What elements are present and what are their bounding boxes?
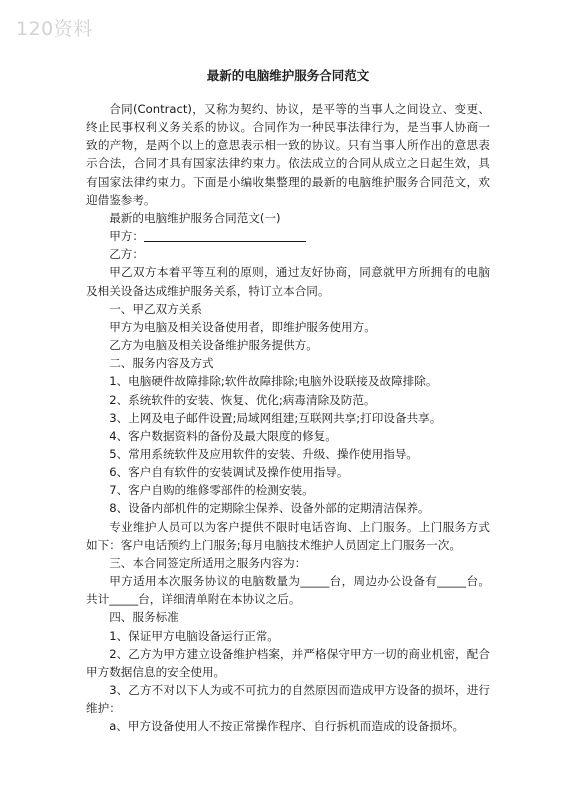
paragraph: 乙方：: [109, 247, 144, 262]
paragraph: 1、电脑硬件故障排除;软件故障排除;电脑外设联接及故障排除。: [109, 374, 438, 389]
paragraph: 最新的电脑维护服务合同范文(一): [109, 210, 281, 225]
paragraph: 4、客户数据资料的备份及最大限度的修复。: [109, 428, 337, 443]
paragraph: 三、本合同签定所适用之服务内容为：: [109, 555, 307, 570]
paragraph: 二、服务内容及方式: [109, 356, 214, 371]
paragraph: 甲方：: [86, 227, 490, 245]
paragraph: 甲乙双方本着平等互利的原则，通过友好协商，同意就甲方所拥有的电脑及相关设备达成维护服务关系，特订立本合同。: [86, 265, 490, 298]
document-body: [86, 100, 490, 735]
paragraph: 3、乙方不对以下人为或不可抗力的自然原因而造成甲方设备的损坏，进行维护：: [86, 683, 490, 716]
paragraph: 合同(Contract)，又称为契约、协议，是平等的当事人之间设立、变更、终止民事权利义务关系的协议。合同作为一种民事法律行为，是当事人协商一致的产物，是两个以上的意思表示相一致的协议。只有当事人所作出的意思表示合法，合同才具有国家法律约束力。依法成立的合同从成立之日起生效，具有国家法律约束力。下面是小编收集整理的最新的电脑维护服务合同范文，欢迎借鉴参考。: [86, 102, 490, 207]
paragraph: 甲方为电脑及相关设备使用者，即维护服务使用方。: [109, 319, 376, 334]
paragraph: 7、客户自购的维修零部件的检测安装。: [109, 483, 314, 498]
paragraph: 1、保证甲方电脑设备运行正常。: [109, 628, 279, 643]
document-title: 最新的电脑维护服务合同范文: [206, 68, 370, 83]
paragraph: 专业维护人员可以为客户提供不限时电话咨询、上门服务。上门服务方式如下：客户电话预约上门服务;每月电脑技术维护人员固定上门服务一次。: [86, 519, 490, 552]
paragraph: 5、常用系统软件及应用软件的安装、升级、操作使用指导。: [109, 446, 419, 461]
paragraph: 2、乙方为甲方建立设备维护档案，并严格保守甲方一切的商业机密，配合甲方数据信息的安全使用。: [86, 646, 490, 679]
signature-blank: [144, 229, 306, 242]
paragraph: 3、上网及电子邮件设置;局域网组建;互联网共享;打印设备共享。: [109, 410, 442, 425]
paragraph: 2、系统软件的安装、恢复、优化;病毒清除及防范。: [109, 392, 376, 407]
paragraph: 四、服务标准: [109, 610, 179, 625]
paragraph: 一、甲乙双方关系: [109, 301, 202, 316]
paragraph: 甲方适用本次服务协议的电脑数量为_____台，周边办公设备有_____台。共计_____台，详细清单附在本协议之后。: [86, 574, 490, 607]
document-page: [86, 66, 490, 735]
paragraph: 乙方为电脑及相关设备维护服务提供方。: [109, 338, 318, 353]
paragraph: 8、设备内部机件的定期除尘保养、设备外部的定期清洁保养。: [109, 501, 430, 516]
watermark: 120资料: [16, 18, 93, 40]
paragraph: a、甲方设备使用人不按正常操作程序、自行拆机而造成的设备损坏。: [109, 719, 465, 734]
paragraph: 6、客户自有软件的安装调试及操作使用指导。: [109, 465, 349, 480]
